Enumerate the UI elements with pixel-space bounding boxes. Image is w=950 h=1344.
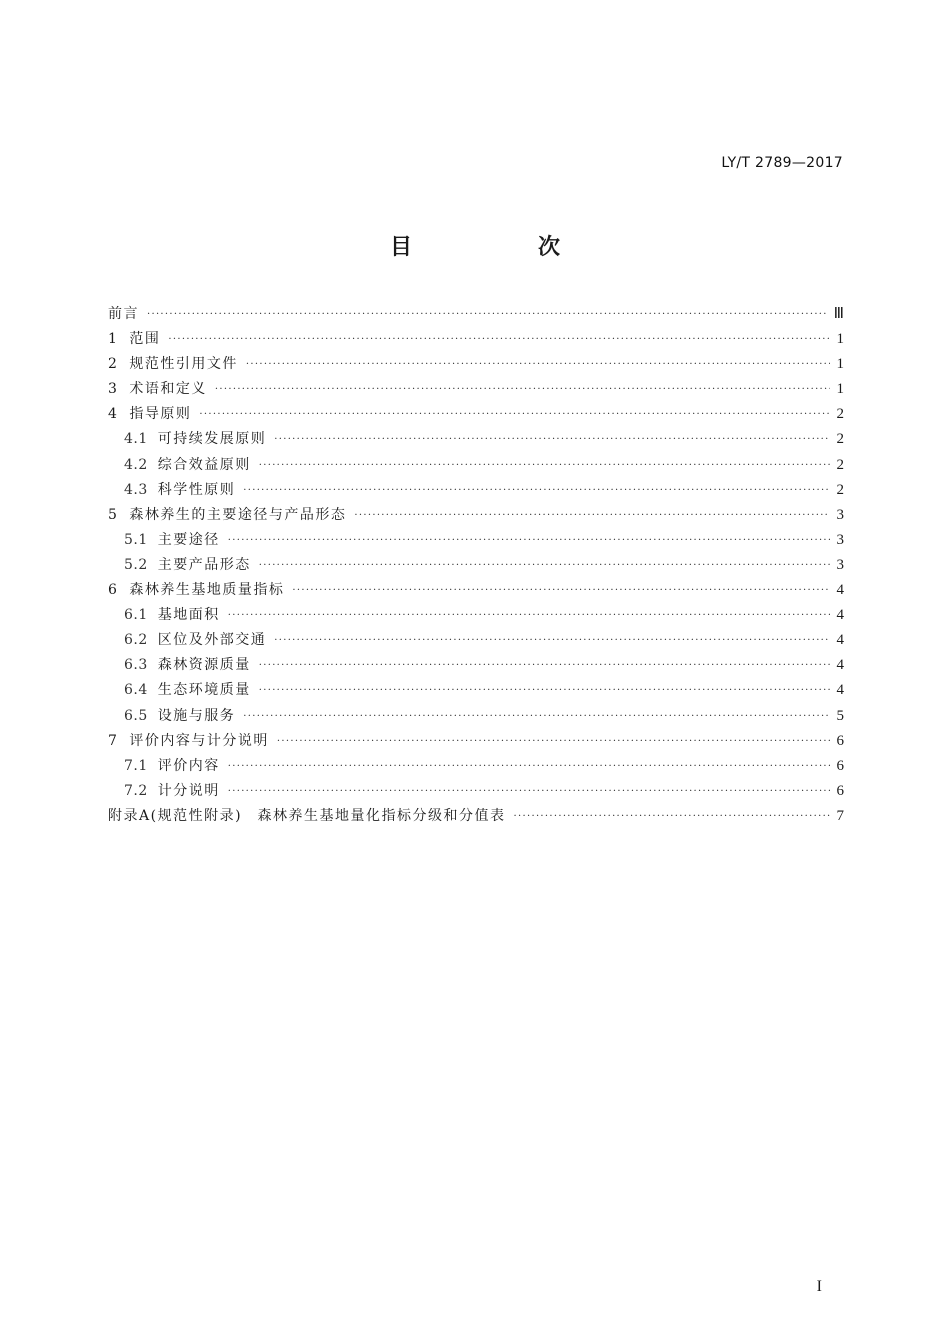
- toc-entry-label: 森林养生的主要途径与产品形态: [129, 506, 347, 523]
- toc-entry-label: 指导原则: [129, 406, 192, 423]
- toc-entry-number: 3: [108, 381, 118, 398]
- toc-entry[interactable]: [108, 654, 844, 679]
- toc-dot-leader: [199, 409, 830, 420]
- toc-entry-page: 2: [836, 456, 844, 473]
- toc-dot-leader: [259, 660, 830, 671]
- toc-dot-leader: [228, 535, 830, 546]
- toc-entry-label: 基地面积: [157, 607, 220, 624]
- toc-entry-label: 森林养生基地质量指标: [129, 582, 285, 599]
- toc-entry-page: 6: [836, 782, 844, 799]
- toc-entry[interactable]: [108, 479, 844, 504]
- toc-entry-number: 7.1: [124, 757, 148, 774]
- toc-entry-label: 评价内容: [157, 757, 220, 774]
- toc-entry-number: 7.2: [124, 782, 148, 799]
- toc-dot-leader: [147, 309, 828, 320]
- toc-dot-leader: [514, 811, 830, 822]
- toc-entry-number: 4.2: [124, 456, 148, 473]
- toc-entry-number: 6.3: [124, 657, 148, 674]
- toc-dot-leader: [259, 560, 830, 571]
- toc-dot-leader: [228, 610, 830, 621]
- toc-entry-number: 7: [108, 732, 118, 749]
- toc-entry[interactable]: [108, 554, 844, 579]
- toc-entry-label: 评价内容与计分说明: [129, 732, 269, 749]
- toc-entry-label: 生态环境质量: [157, 682, 251, 699]
- toc-entry-label: 主要途径: [157, 531, 220, 548]
- toc-entry-label: 规范性引用文件: [129, 356, 238, 373]
- toc-entry[interactable]: [108, 805, 844, 830]
- toc-entry-page: 2: [836, 431, 844, 448]
- toc-entry-label: 主要产品形态: [157, 556, 251, 573]
- toc-dot-leader: [259, 460, 830, 471]
- toc-entry-page: Ⅲ: [833, 306, 844, 322]
- toc-entry-number: 5: [108, 506, 118, 523]
- toc-dot-leader: [274, 635, 830, 646]
- toc-entry-page: 4: [836, 632, 844, 649]
- toc-entry-label: 可持续发展原则: [157, 431, 267, 448]
- toc-entry-number: 2: [108, 356, 118, 373]
- toc-dot-leader: [215, 384, 830, 395]
- toc-entry[interactable]: [108, 454, 844, 479]
- toc-dot-leader: [228, 761, 830, 772]
- toc-entry-page: 4: [836, 582, 844, 599]
- toc-entry[interactable]: [108, 629, 844, 654]
- toc-entry-label: 森林资源质量: [157, 657, 251, 674]
- toc-dot-leader: [274, 434, 830, 445]
- toc-entry-number: 6.5: [124, 707, 148, 724]
- toc-dot-leader: [228, 786, 830, 797]
- toc-entry[interactable]: [108, 529, 844, 554]
- standard-code: LY/T 2789—2017: [721, 155, 843, 171]
- toc-entry-page: 6: [836, 732, 844, 749]
- toc-entry[interactable]: [108, 705, 844, 730]
- toc-dot-leader: [243, 485, 830, 496]
- toc-entry-number: 6.2: [124, 632, 148, 649]
- toc-entry-page: 5: [836, 707, 844, 724]
- toc-entry[interactable]: [108, 579, 844, 604]
- toc-entry[interactable]: [108, 303, 844, 328]
- toc-entry-page: 7: [836, 807, 844, 824]
- toc-entry-number: 5.2: [124, 556, 148, 573]
- toc-entry-number: 6.4: [124, 682, 148, 699]
- toc-entry[interactable]: [108, 730, 844, 755]
- toc-entry-page: 3: [836, 556, 844, 573]
- toc-dot-leader: [354, 510, 830, 521]
- toc-entry[interactable]: [108, 328, 844, 353]
- toc-entry-label: 范围: [129, 331, 161, 348]
- toc-entry-number: 6: [108, 582, 118, 599]
- toc-entry-page: 2: [836, 406, 844, 423]
- toc-dot-leader: [277, 736, 830, 747]
- toc-entry[interactable]: [108, 403, 844, 428]
- toc-dot-leader: [292, 585, 830, 596]
- toc-entry-page: 1: [836, 356, 844, 373]
- toc-entry-label: 设施与服务: [157, 707, 236, 724]
- toc-entry-number: 4: [108, 406, 118, 423]
- toc-entry-number: 1: [108, 331, 118, 348]
- toc-entry[interactable]: [108, 428, 844, 453]
- toc-title: 目 次: [389, 235, 612, 260]
- toc-dot-leader: [246, 359, 830, 370]
- toc-dot-leader: [168, 334, 830, 345]
- toc-entry-label: 前言: [108, 306, 139, 322]
- toc-entry-label: 科学性原则: [157, 481, 236, 498]
- toc-entry-label: 综合效益原则: [157, 456, 251, 473]
- toc-entry-label: 区位及外部交通: [157, 632, 267, 649]
- toc-entry[interactable]: [108, 755, 844, 780]
- toc-entry-label: 附录A(规范性附录) 森林养生基地量化指标分级和分值表: [108, 807, 506, 824]
- toc-entry-page: 4: [836, 682, 844, 699]
- toc-entry[interactable]: [108, 604, 844, 629]
- toc-entry[interactable]: [108, 504, 844, 529]
- toc-entry[interactable]: [108, 378, 844, 403]
- toc-entry-page: 4: [836, 607, 844, 624]
- toc-entry-page: 3: [836, 531, 844, 548]
- toc-entry[interactable]: [108, 353, 844, 378]
- toc-dot-leader: [243, 711, 830, 722]
- toc-entry-label: 计分说明: [157, 782, 220, 799]
- toc-entry-number: 4.1: [124, 431, 148, 448]
- toc-entry[interactable]: [108, 679, 844, 704]
- toc-entry[interactable]: [108, 780, 844, 805]
- toc-entry-page: 3: [836, 506, 844, 523]
- toc-entry-number: 6.1: [124, 607, 148, 624]
- toc-entry-number: 4.3: [124, 481, 148, 498]
- toc-entry-page: 6: [836, 757, 844, 774]
- toc-entry-number: 5.1: [124, 531, 148, 548]
- table-of-contents: [108, 303, 844, 830]
- toc-entry-page: 2: [836, 481, 844, 498]
- toc-entry-page: 1: [836, 381, 844, 398]
- toc-dot-leader: [259, 685, 830, 696]
- toc-entry-page: 4: [836, 657, 844, 674]
- toc-entry-label: 术语和定义: [129, 381, 207, 398]
- page-number: I: [816, 1278, 822, 1295]
- toc-entry-page: 1: [836, 331, 844, 348]
